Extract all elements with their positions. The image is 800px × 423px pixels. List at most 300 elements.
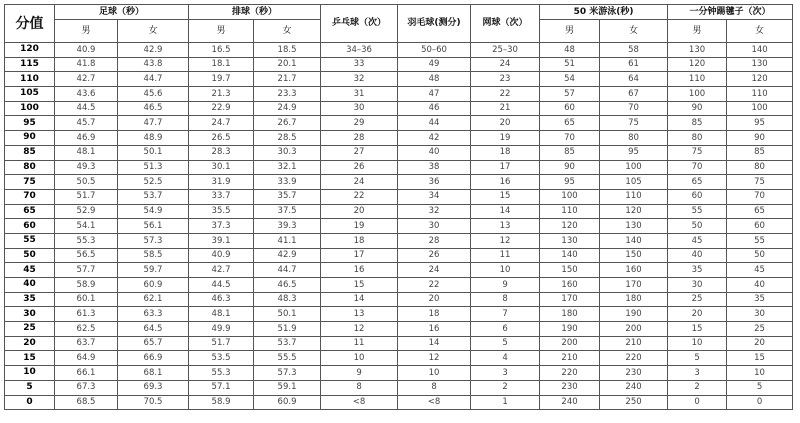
football-male-cell: 64.9 [55, 351, 118, 366]
table-row [5, 233, 793, 248]
volleyball-female-cell: 37.5 [254, 204, 321, 219]
shuttlecock-female-cell: 20 [727, 336, 793, 351]
tennis-cell: 1 [471, 395, 540, 410]
table-row [5, 292, 793, 307]
shuttlecock-male-cell: 80 [668, 131, 727, 146]
pingpong-cell: 32 [321, 72, 398, 87]
swim-male-cell: 170 [540, 292, 600, 307]
volleyball-male-cell: 55.3 [189, 366, 254, 381]
volleyball-female-cell: 20.1 [254, 57, 321, 72]
badminton-cell: 10 [398, 366, 471, 381]
swim-female-cell: 220 [600, 351, 668, 366]
volleyball-female-cell: 23.3 [254, 87, 321, 102]
badminton-cell: 26 [398, 248, 471, 263]
tennis-cell: 12 [471, 233, 540, 248]
volleyball-female-cell: 46.5 [254, 278, 321, 293]
score-cell: 90 [5, 131, 55, 146]
table-body [5, 43, 793, 410]
swim-female-cell: 64 [600, 72, 668, 87]
swim-female-cell: 75 [600, 116, 668, 131]
volleyball-male-cell: 40.9 [189, 248, 254, 263]
swim-male-cell: 130 [540, 233, 600, 248]
swim-male-cell: 150 [540, 263, 600, 278]
score-cell: 30 [5, 307, 55, 322]
shuttlecock-male-cell: 40 [668, 248, 727, 263]
score-cell: 50 [5, 248, 55, 263]
swim-female-header: 女 [600, 20, 668, 43]
pingpong-cell: 11 [321, 336, 398, 351]
volleyball-female-cell: 28.5 [254, 131, 321, 146]
football-female-cell: 51.3 [118, 160, 189, 175]
football-male-cell: 52.9 [55, 204, 118, 219]
tennis-cell: 7 [471, 307, 540, 322]
football-female-cell: 44.7 [118, 72, 189, 87]
shuttlecock-male-cell: 130 [668, 43, 727, 58]
shuttlecock-male-header: 男 [668, 20, 727, 43]
football-male-cell: 43.6 [55, 87, 118, 102]
swim-female-cell: 240 [600, 380, 668, 395]
volleyball-female-cell: 48.3 [254, 292, 321, 307]
table-row [5, 307, 793, 322]
pingpong-cell: 30 [321, 101, 398, 116]
volleyball-female-cell: 57.3 [254, 366, 321, 381]
volleyball-male-header: 男 [189, 20, 254, 43]
tennis-cell: 13 [471, 219, 540, 234]
shuttlecock-female-cell: 120 [727, 72, 793, 87]
shuttlecock-female-cell: 5 [727, 380, 793, 395]
badminton-cell: 22 [398, 278, 471, 293]
volleyball-female-cell: 55.5 [254, 351, 321, 366]
football-female-cell: 65.7 [118, 336, 189, 351]
tennis-cell: 2 [471, 380, 540, 395]
pingpong-cell: 22 [321, 189, 398, 204]
football-female-header: 女 [118, 20, 189, 43]
volleyball-male-cell: 58.9 [189, 395, 254, 410]
table-row [5, 116, 793, 131]
score-table [4, 4, 793, 410]
volleyball-male-cell: 18.1 [189, 57, 254, 72]
score-cell: 80 [5, 160, 55, 175]
swim-male-cell: 200 [540, 336, 600, 351]
score-cell: 65 [5, 204, 55, 219]
swim-female-cell: 61 [600, 57, 668, 72]
pingpong-cell: 17 [321, 248, 398, 263]
swim-female-cell: 180 [600, 292, 668, 307]
table-row [5, 175, 793, 190]
score-cell: 115 [5, 57, 55, 72]
swim-male-cell: 48 [540, 43, 600, 58]
shuttlecock-male-cell: 85 [668, 116, 727, 131]
swim-male-header: 男 [540, 20, 600, 43]
pingpong-cell: 27 [321, 145, 398, 160]
tennis-header: 网球（次） [471, 5, 540, 43]
volleyball-male-cell: 57.1 [189, 380, 254, 395]
swim-female-cell: 80 [600, 131, 668, 146]
badminton-cell: 34 [398, 189, 471, 204]
tennis-cell: 10 [471, 263, 540, 278]
shuttlecock-male-cell: 0 [668, 395, 727, 410]
badminton-cell: <8 [398, 395, 471, 410]
tennis-cell: 14 [471, 204, 540, 219]
badminton-cell: 12 [398, 351, 471, 366]
volleyball-male-cell: 49.9 [189, 322, 254, 337]
volleyball-male-cell: 16.5 [189, 43, 254, 58]
swim-male-cell: 70 [540, 131, 600, 146]
table-row [5, 278, 793, 293]
shuttlecock-female-cell: 75 [727, 175, 793, 190]
volleyball-female-cell: 18.5 [254, 43, 321, 58]
swim-female-cell: 110 [600, 189, 668, 204]
shuttlecock-male-cell: 75 [668, 145, 727, 160]
football-female-cell: 54.9 [118, 204, 189, 219]
volleyball-female-cell: 35.7 [254, 189, 321, 204]
volleyball-female-cell: 33.9 [254, 175, 321, 190]
volleyball-male-cell: 31.9 [189, 175, 254, 190]
score-cell: 85 [5, 145, 55, 160]
shuttlecock-male-cell: 90 [668, 101, 727, 116]
shuttlecock-female-cell: 140 [727, 43, 793, 58]
volleyball-header: 排球（秒） [189, 5, 321, 20]
swim-male-cell: 120 [540, 219, 600, 234]
shuttlecock-female-cell: 85 [727, 145, 793, 160]
badminton-cell: 16 [398, 322, 471, 337]
volleyball-female-cell: 53.7 [254, 336, 321, 351]
tennis-cell: 9 [471, 278, 540, 293]
swim-female-cell: 190 [600, 307, 668, 322]
swim-male-cell: 230 [540, 380, 600, 395]
badminton-cell: 20 [398, 292, 471, 307]
shuttlecock-female-cell: 30 [727, 307, 793, 322]
badminton-cell: 32 [398, 204, 471, 219]
score-cell: 95 [5, 116, 55, 131]
volleyball-female-cell: 21.7 [254, 72, 321, 87]
volleyball-male-cell: 39.1 [189, 233, 254, 248]
volleyball-female-cell: 30.3 [254, 145, 321, 160]
table-row [5, 189, 793, 204]
football-female-cell: 46.5 [118, 101, 189, 116]
swim-female-cell: 210 [600, 336, 668, 351]
swim-male-cell: 190 [540, 322, 600, 337]
football-female-cell: 42.9 [118, 43, 189, 58]
badminton-cell: 36 [398, 175, 471, 190]
score-cell: 10 [5, 366, 55, 381]
football-male-cell: 60.1 [55, 292, 118, 307]
badminton-cell: 40 [398, 145, 471, 160]
tennis-cell: 11 [471, 248, 540, 263]
pingpong-cell: 10 [321, 351, 398, 366]
pingpong-cell: 13 [321, 307, 398, 322]
tennis-cell: 17 [471, 160, 540, 175]
volleyball-male-cell: 51.7 [189, 336, 254, 351]
football-male-cell: 56.5 [55, 248, 118, 263]
shuttlecock-male-cell: 60 [668, 189, 727, 204]
football-male-cell: 42.7 [55, 72, 118, 87]
shuttlecock-female-cell: 110 [727, 87, 793, 102]
volleyball-male-cell: 19.7 [189, 72, 254, 87]
table-row [5, 87, 793, 102]
pingpong-cell: 29 [321, 116, 398, 131]
volleyball-male-cell: 53.5 [189, 351, 254, 366]
volleyball-female-cell: 42.9 [254, 248, 321, 263]
score-cell: 45 [5, 263, 55, 278]
score-cell: 120 [5, 43, 55, 58]
football-female-cell: 50.1 [118, 145, 189, 160]
swim-male-cell: 85 [540, 145, 600, 160]
swim-female-cell: 95 [600, 145, 668, 160]
swim-female-cell: 120 [600, 204, 668, 219]
tennis-cell: 18 [471, 145, 540, 160]
table-row [5, 57, 793, 72]
tennis-cell: 6 [471, 322, 540, 337]
swim-female-cell: 70 [600, 101, 668, 116]
swim-male-cell: 240 [540, 395, 600, 410]
badminton-cell: 38 [398, 160, 471, 175]
table-row [5, 204, 793, 219]
swim-male-cell: 57 [540, 87, 600, 102]
volleyball-female-cell: 32.1 [254, 160, 321, 175]
football-female-cell: 45.6 [118, 87, 189, 102]
football-male-cell: 51.7 [55, 189, 118, 204]
football-female-cell: 68.1 [118, 366, 189, 381]
badminton-cell: 14 [398, 336, 471, 351]
swim-male-cell: 110 [540, 204, 600, 219]
swim-male-cell: 160 [540, 278, 600, 293]
volleyball-female-cell: 60.9 [254, 395, 321, 410]
shuttlecock-female-cell: 65 [727, 204, 793, 219]
tennis-cell: 20 [471, 116, 540, 131]
shuttlecock-female-cell: 70 [727, 189, 793, 204]
score-cell: 55 [5, 233, 55, 248]
pingpong-header: 乒乓球（次） [321, 5, 398, 43]
pingpong-cell: 20 [321, 204, 398, 219]
football-male-cell: 45.7 [55, 116, 118, 131]
volleyball-male-cell: 33.7 [189, 189, 254, 204]
shuttlecock-male-cell: 30 [668, 278, 727, 293]
football-female-cell: 58.5 [118, 248, 189, 263]
volleyball-male-cell: 48.1 [189, 307, 254, 322]
volleyball-female-cell: 26.7 [254, 116, 321, 131]
shuttlecock-male-cell: 70 [668, 160, 727, 175]
volleyball-male-cell: 46.3 [189, 292, 254, 307]
swim-male-cell: 180 [540, 307, 600, 322]
table-row [5, 263, 793, 278]
table-row [5, 380, 793, 395]
swim-male-cell: 54 [540, 72, 600, 87]
shuttlecock-male-cell: 5 [668, 351, 727, 366]
swim-male-cell: 220 [540, 366, 600, 381]
volleyball-male-cell: 35.5 [189, 204, 254, 219]
shuttlecock-female-cell: 45 [727, 263, 793, 278]
football-male-cell: 57.7 [55, 263, 118, 278]
swim-male-cell: 60 [540, 101, 600, 116]
swim-header: 50 米游泳(秒) [540, 5, 668, 20]
score-cell: 105 [5, 87, 55, 102]
shuttlecock-male-cell: 20 [668, 307, 727, 322]
shuttlecock-female-header: 女 [727, 20, 793, 43]
football-female-cell: 47.7 [118, 116, 189, 131]
badminton-header: 羽毛球(测分) [398, 5, 471, 43]
score-cell: 100 [5, 101, 55, 116]
shuttlecock-female-cell: 50 [727, 248, 793, 263]
shuttlecock-male-cell: 45 [668, 233, 727, 248]
football-female-cell: 48.9 [118, 131, 189, 146]
tennis-cell: 5 [471, 336, 540, 351]
pingpong-cell: <8 [321, 395, 398, 410]
volleyball-male-cell: 42.7 [189, 263, 254, 278]
volleyball-female-header: 女 [254, 20, 321, 43]
badminton-cell: 50–60 [398, 43, 471, 58]
badminton-cell: 48 [398, 72, 471, 87]
swim-female-cell: 160 [600, 263, 668, 278]
score-column-header: 分值 [5, 5, 55, 43]
football-male-cell: 54.1 [55, 219, 118, 234]
shuttlecock-female-cell: 40 [727, 278, 793, 293]
pingpong-cell: 16 [321, 263, 398, 278]
football-male-cell: 48.1 [55, 145, 118, 160]
swim-female-cell: 58 [600, 43, 668, 58]
football-female-cell: 66.9 [118, 351, 189, 366]
football-male-cell: 67.3 [55, 380, 118, 395]
score-cell: 35 [5, 292, 55, 307]
table-row [5, 248, 793, 263]
score-cell: 110 [5, 72, 55, 87]
pingpong-cell: 18 [321, 233, 398, 248]
score-cell: 60 [5, 219, 55, 234]
football-male-cell: 66.1 [55, 366, 118, 381]
football-header: 足球（秒） [55, 5, 189, 20]
shuttlecock-male-cell: 100 [668, 87, 727, 102]
volleyball-male-cell: 44.5 [189, 278, 254, 293]
tennis-cell: 3 [471, 366, 540, 381]
shuttlecock-male-cell: 10 [668, 336, 727, 351]
tennis-cell: 4 [471, 351, 540, 366]
swim-female-cell: 150 [600, 248, 668, 263]
swim-female-cell: 170 [600, 278, 668, 293]
score-cell: 20 [5, 336, 55, 351]
tennis-cell: 21 [471, 101, 540, 116]
volleyball-male-cell: 24.7 [189, 116, 254, 131]
shuttlecock-female-cell: 55 [727, 233, 793, 248]
score-cell: 40 [5, 278, 55, 293]
football-male-cell: 44.5 [55, 101, 118, 116]
swim-male-cell: 65 [540, 116, 600, 131]
shuttlecock-male-cell: 3 [668, 366, 727, 381]
tennis-cell: 16 [471, 175, 540, 190]
swim-female-cell: 105 [600, 175, 668, 190]
swim-male-cell: 100 [540, 189, 600, 204]
football-male-cell: 63.7 [55, 336, 118, 351]
football-female-cell: 64.5 [118, 322, 189, 337]
football-female-cell: 59.7 [118, 263, 189, 278]
tennis-cell: 8 [471, 292, 540, 307]
score-cell: 70 [5, 189, 55, 204]
pingpong-cell: 15 [321, 278, 398, 293]
volleyball-male-cell: 26.5 [189, 131, 254, 146]
volleyball-male-cell: 30.1 [189, 160, 254, 175]
football-female-cell: 53.7 [118, 189, 189, 204]
table-row [5, 336, 793, 351]
table-row [5, 160, 793, 175]
pingpong-cell: 12 [321, 322, 398, 337]
volleyball-female-cell: 59.1 [254, 380, 321, 395]
table-row [5, 145, 793, 160]
volleyball-male-cell: 37.3 [189, 219, 254, 234]
table-row [5, 351, 793, 366]
volleyball-female-cell: 24.9 [254, 101, 321, 116]
football-female-cell: 56.1 [118, 219, 189, 234]
badminton-cell: 24 [398, 263, 471, 278]
pingpong-cell: 26 [321, 160, 398, 175]
table-row [5, 322, 793, 337]
football-female-cell: 69.3 [118, 380, 189, 395]
pingpong-cell: 19 [321, 219, 398, 234]
shuttlecock-male-cell: 50 [668, 219, 727, 234]
football-male-cell: 40.9 [55, 43, 118, 58]
badminton-cell: 42 [398, 131, 471, 146]
tennis-cell: 22 [471, 87, 540, 102]
swim-female-cell: 100 [600, 160, 668, 175]
badminton-cell: 28 [398, 233, 471, 248]
shuttlecock-header: 一分钟踢毽子（次） [668, 5, 793, 20]
shuttlecock-female-cell: 60 [727, 219, 793, 234]
swim-female-cell: 250 [600, 395, 668, 410]
football-male-cell: 55.3 [55, 233, 118, 248]
shuttlecock-male-cell: 55 [668, 204, 727, 219]
swim-female-cell: 67 [600, 87, 668, 102]
tennis-cell: 25–30 [471, 43, 540, 58]
swim-male-cell: 95 [540, 175, 600, 190]
tennis-cell: 24 [471, 57, 540, 72]
volleyball-female-cell: 39.3 [254, 219, 321, 234]
football-male-cell: 58.9 [55, 278, 118, 293]
shuttlecock-female-cell: 100 [727, 101, 793, 116]
swim-male-cell: 210 [540, 351, 600, 366]
tennis-cell: 15 [471, 189, 540, 204]
football-female-cell: 62.1 [118, 292, 189, 307]
football-male-cell: 62.5 [55, 322, 118, 337]
badminton-cell: 44 [398, 116, 471, 131]
shuttlecock-female-cell: 95 [727, 116, 793, 131]
football-male-cell: 61.3 [55, 307, 118, 322]
shuttlecock-male-cell: 65 [668, 175, 727, 190]
volleyball-female-cell: 50.1 [254, 307, 321, 322]
table-row [5, 101, 793, 116]
table-row [5, 366, 793, 381]
table-row [5, 131, 793, 146]
tennis-cell: 23 [471, 72, 540, 87]
pingpong-cell: 14 [321, 292, 398, 307]
swim-male-cell: 90 [540, 160, 600, 175]
shuttlecock-male-cell: 2 [668, 380, 727, 395]
swim-female-cell: 130 [600, 219, 668, 234]
badminton-cell: 46 [398, 101, 471, 116]
volleyball-male-cell: 28.3 [189, 145, 254, 160]
badminton-cell: 18 [398, 307, 471, 322]
volleyball-female-cell: 41.1 [254, 233, 321, 248]
pingpong-cell: 31 [321, 87, 398, 102]
shuttlecock-female-cell: 130 [727, 57, 793, 72]
volleyball-male-cell: 21.3 [189, 87, 254, 102]
shuttlecock-female-cell: 0 [727, 395, 793, 410]
shuttlecock-male-cell: 110 [668, 72, 727, 87]
pingpong-cell: 24 [321, 175, 398, 190]
football-male-cell: 46.9 [55, 131, 118, 146]
football-male-header: 男 [55, 20, 118, 43]
table-row [5, 72, 793, 87]
football-female-cell: 60.9 [118, 278, 189, 293]
shuttlecock-female-cell: 10 [727, 366, 793, 381]
football-female-cell: 43.8 [118, 57, 189, 72]
